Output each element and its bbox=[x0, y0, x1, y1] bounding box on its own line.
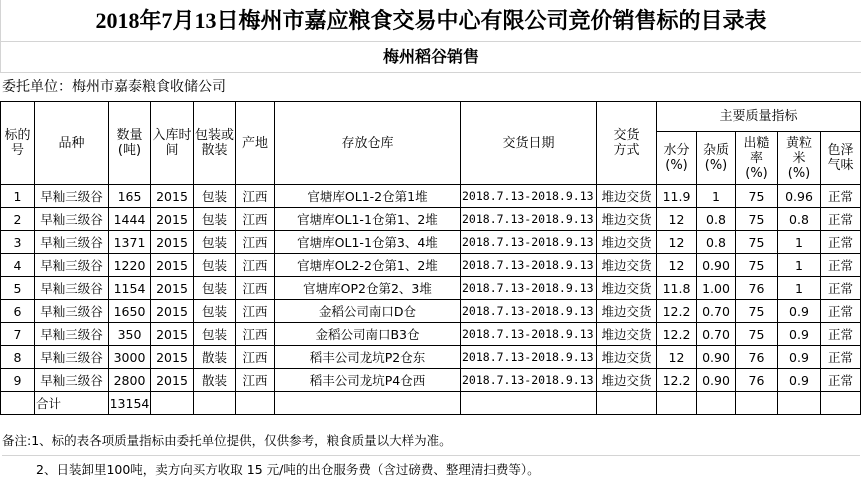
cell-delivery-method: 堆边交货 bbox=[597, 300, 657, 323]
cell-impurity: 0.90 bbox=[697, 254, 736, 277]
cell-delivery-date: 2018.7.13-2018.9.13 bbox=[461, 300, 597, 323]
cell-storage-year: 2015 bbox=[151, 346, 194, 369]
header-origin: 产地 bbox=[236, 102, 275, 185]
note-2: 2、日装卸里100吨，卖方向买方收取 15 元/吨的出仓服务费（含过磅费、整理清扫费等）。 bbox=[36, 462, 540, 477]
empty-cell bbox=[151, 392, 194, 415]
table-row bbox=[1, 254, 861, 277]
cell-delivery-method: 堆边交货 bbox=[597, 254, 657, 277]
header-delivery-date: 交货日期 bbox=[461, 102, 597, 185]
cell-moisture: 12.2 bbox=[657, 300, 697, 323]
cell-delivery-method: 堆边交货 bbox=[597, 323, 657, 346]
table-row bbox=[1, 208, 861, 231]
cell-warehouse: 稻丰公司龙坑P4仓西 bbox=[275, 369, 461, 392]
consignor-label: 委托单位：梅州市嘉泰粮食收储公司 bbox=[2, 79, 226, 95]
table-row bbox=[1, 346, 861, 369]
header-warehouse: 存放仓库 bbox=[275, 102, 461, 185]
table-row bbox=[1, 277, 861, 300]
cell-lot-no: 1 bbox=[1, 185, 35, 208]
cell-delivery-method: 堆边交货 bbox=[597, 277, 657, 300]
cell-warehouse: 官塘库OL1-2仓第1堆 bbox=[275, 185, 461, 208]
cell-packing: 包装 bbox=[194, 231, 236, 254]
cell-packing: 包装 bbox=[194, 277, 236, 300]
lot-table bbox=[0, 101, 861, 415]
cell-variety: 早籼三级谷 bbox=[35, 231, 109, 254]
cell-delivery-method: 堆边交货 bbox=[597, 369, 657, 392]
cell-variety: 早籼三级谷 bbox=[35, 369, 109, 392]
cell-yellow-rice: 0.9 bbox=[778, 300, 821, 323]
cell-color-odor: 正常 bbox=[821, 277, 861, 300]
cell-yellow-rice: 1 bbox=[778, 254, 821, 277]
cell-brown-rice-yield: 75 bbox=[736, 208, 778, 231]
cell-lot-no: 4 bbox=[1, 254, 35, 277]
cell-lot-no: 9 bbox=[1, 369, 35, 392]
cell-warehouse: 金稻公司南口D仓 bbox=[275, 300, 461, 323]
cell-delivery-date: 2018.7.13-2018.9.13 bbox=[461, 185, 597, 208]
cell-storage-year: 2015 bbox=[151, 300, 194, 323]
cell-quantity: 1154 bbox=[109, 277, 151, 300]
header-packing: 包装或散装 bbox=[194, 102, 236, 185]
cell-packing: 包装 bbox=[194, 300, 236, 323]
cell-warehouse: 官塘库OP2仓第2、3堆 bbox=[275, 277, 461, 300]
cell-storage-year: 2015 bbox=[151, 369, 194, 392]
empty-cell bbox=[597, 392, 657, 415]
cell-color-odor: 正常 bbox=[821, 231, 861, 254]
cell-packing: 包装 bbox=[194, 208, 236, 231]
cell-lot-no: 5 bbox=[1, 277, 35, 300]
cell-impurity: 0.90 bbox=[697, 346, 736, 369]
cell-brown-rice-yield: 76 bbox=[736, 277, 778, 300]
cell-delivery-date: 2018.7.13-2018.9.13 bbox=[461, 323, 597, 346]
cell-yellow-rice: 1 bbox=[778, 231, 821, 254]
cell-quantity: 165 bbox=[109, 185, 151, 208]
cell-storage-year: 2015 bbox=[151, 208, 194, 231]
empty-cell bbox=[461, 392, 597, 415]
cell-moisture: 12.2 bbox=[657, 369, 697, 392]
cell-warehouse: 稻丰公司龙坑P2仓东 bbox=[275, 346, 461, 369]
empty-cell bbox=[236, 392, 275, 415]
cell-variety: 早籼三级谷 bbox=[35, 346, 109, 369]
total-quantity: 13154 bbox=[109, 392, 151, 415]
cell-brown-rice-yield: 75 bbox=[736, 300, 778, 323]
cell-storage-year: 2015 bbox=[151, 277, 194, 300]
cell-storage-year: 2015 bbox=[151, 323, 194, 346]
cell-variety: 早籼三级谷 bbox=[35, 208, 109, 231]
header-yellow-rice: 黄粒米(%) bbox=[778, 132, 821, 185]
cell-packing: 散装 bbox=[194, 346, 236, 369]
cell-lot-no: 6 bbox=[1, 300, 35, 323]
header-moisture: 水分(%) bbox=[657, 132, 697, 185]
header-storage-year: 入库时间 bbox=[151, 102, 194, 185]
cell-delivery-date: 2018.7.13-2018.9.13 bbox=[461, 254, 597, 277]
header-quality-group: 主要质量指标 bbox=[657, 102, 861, 132]
cell-moisture: 11.9 bbox=[657, 185, 697, 208]
cell-moisture: 12 bbox=[657, 208, 697, 231]
cell-brown-rice-yield: 75 bbox=[736, 323, 778, 346]
cell-origin: 江西 bbox=[236, 300, 275, 323]
total-row bbox=[1, 392, 861, 415]
cell-variety: 早籼三级谷 bbox=[35, 277, 109, 300]
cell-quantity: 3000 bbox=[109, 346, 151, 369]
cell-quantity: 350 bbox=[109, 323, 151, 346]
cell-storage-year: 2015 bbox=[151, 185, 194, 208]
cell-delivery-date: 2018.7.13-2018.9.13 bbox=[461, 346, 597, 369]
cell-variety: 早籼三级谷 bbox=[35, 323, 109, 346]
cell-packing: 散装 bbox=[194, 369, 236, 392]
cell-yellow-rice: 0.9 bbox=[778, 323, 821, 346]
cell-moisture: 11.8 bbox=[657, 277, 697, 300]
cell-variety: 早籼三级谷 bbox=[35, 185, 109, 208]
total-label: 合计 bbox=[35, 392, 109, 415]
cell-warehouse: 金稻公司南口B3仓 bbox=[275, 323, 461, 346]
cell-yellow-rice: 0.8 bbox=[778, 208, 821, 231]
cell-origin: 江西 bbox=[236, 369, 275, 392]
cell-delivery-date: 2018.7.13-2018.9.13 bbox=[461, 231, 597, 254]
cell-storage-year: 2015 bbox=[151, 254, 194, 277]
cell-delivery-method: 堆边交货 bbox=[597, 185, 657, 208]
empty-cell bbox=[697, 392, 736, 415]
cell-packing: 包装 bbox=[194, 185, 236, 208]
cell-origin: 江西 bbox=[236, 323, 275, 346]
empty-cell bbox=[821, 392, 861, 415]
note-1: 备注:1、标的表各项质量指标由委托单位提供，仅供参考，粮食质量以大样为准。 bbox=[2, 426, 860, 456]
cell-color-odor: 正常 bbox=[821, 254, 861, 277]
empty-cell bbox=[736, 392, 778, 415]
cell-variety: 早籼三级谷 bbox=[35, 300, 109, 323]
cell-origin: 江西 bbox=[236, 346, 275, 369]
cell-yellow-rice: 0.96 bbox=[778, 185, 821, 208]
cell-impurity: 0.70 bbox=[697, 323, 736, 346]
cell-quantity: 1371 bbox=[109, 231, 151, 254]
cell-quantity: 1220 bbox=[109, 254, 151, 277]
cell-warehouse: 官塘库OL1-1仓第3、4堆 bbox=[275, 231, 461, 254]
cell-color-odor: 正常 bbox=[821, 346, 861, 369]
header-impurity: 杂质(%) bbox=[697, 132, 736, 185]
cell-origin: 江西 bbox=[236, 277, 275, 300]
cell-color-odor: 正常 bbox=[821, 185, 861, 208]
header-color-odor: 色泽气味 bbox=[821, 132, 861, 185]
cell-impurity: 0.90 bbox=[697, 369, 736, 392]
cell-impurity: 0.8 bbox=[697, 231, 736, 254]
cell-impurity: 0.8 bbox=[697, 208, 736, 231]
cell-quantity: 2800 bbox=[109, 369, 151, 392]
cell-yellow-rice: 1 bbox=[778, 277, 821, 300]
cell-lot-no: 7 bbox=[1, 323, 35, 346]
cell-color-odor: 正常 bbox=[821, 300, 861, 323]
cell-moisture: 12 bbox=[657, 231, 697, 254]
empty-cell bbox=[275, 392, 461, 415]
cell-lot-no: 3 bbox=[1, 231, 35, 254]
cell-brown-rice-yield: 75 bbox=[736, 231, 778, 254]
header-brown-rice-yield: 出糙率(%) bbox=[736, 132, 778, 185]
cell-impurity: 1 bbox=[697, 185, 736, 208]
cell-impurity: 0.70 bbox=[697, 300, 736, 323]
cell-brown-rice-yield: 75 bbox=[736, 185, 778, 208]
cell-impurity: 1.00 bbox=[697, 277, 736, 300]
cell-quantity: 1650 bbox=[109, 300, 151, 323]
cell-storage-year: 2015 bbox=[151, 231, 194, 254]
table-row bbox=[1, 323, 861, 346]
cell-delivery-method: 堆边交货 bbox=[597, 346, 657, 369]
empty-cell bbox=[194, 392, 236, 415]
cell-delivery-date: 2018.7.13-2018.9.13 bbox=[461, 369, 597, 392]
cell-brown-rice-yield: 76 bbox=[736, 346, 778, 369]
table-row bbox=[1, 369, 861, 392]
cell-delivery-method: 堆边交货 bbox=[597, 231, 657, 254]
cell-brown-rice-yield: 75 bbox=[736, 254, 778, 277]
page-title: 2018年7月13日梅州市嘉应粮食交易中心有限公司竞价销售标的目录表 bbox=[0, 0, 861, 42]
cell-delivery-method: 堆边交货 bbox=[597, 208, 657, 231]
cell-brown-rice-yield: 76 bbox=[736, 369, 778, 392]
table-row bbox=[1, 185, 861, 208]
cell-moisture: 12.2 bbox=[657, 323, 697, 346]
cell-delivery-date: 2018.7.13-2018.9.13 bbox=[461, 208, 597, 231]
cell-warehouse: 官塘库OL1-1仓第1、2堆 bbox=[275, 208, 461, 231]
empty-cell bbox=[657, 392, 697, 415]
header-lot-no: 标的号 bbox=[1, 102, 35, 185]
cell-color-odor: 正常 bbox=[821, 208, 861, 231]
header-quantity: 数量(吨) bbox=[109, 102, 151, 185]
header-variety: 品种 bbox=[35, 102, 109, 185]
page-subtitle: 梅州稻谷销售 bbox=[0, 42, 861, 73]
cell-lot-no: 2 bbox=[1, 208, 35, 231]
cell-variety: 早籼三级谷 bbox=[35, 254, 109, 277]
cell-origin: 江西 bbox=[236, 231, 275, 254]
cell-delivery-date: 2018.7.13-2018.9.13 bbox=[461, 277, 597, 300]
cell-origin: 江西 bbox=[236, 254, 275, 277]
empty-cell bbox=[778, 392, 821, 415]
cell-origin: 江西 bbox=[236, 185, 275, 208]
header-delivery-method: 交货方式 bbox=[597, 102, 657, 185]
cell-origin: 江西 bbox=[236, 208, 275, 231]
cell-yellow-rice: 0.9 bbox=[778, 346, 821, 369]
cell-packing: 包装 bbox=[194, 254, 236, 277]
cell-warehouse: 官塘库OL2-2仓第1、2堆 bbox=[275, 254, 461, 277]
cell-moisture: 12 bbox=[657, 254, 697, 277]
cell-packing: 包装 bbox=[194, 323, 236, 346]
cell-yellow-rice: 0.9 bbox=[778, 369, 821, 392]
table-row bbox=[1, 300, 861, 323]
cell-lot-no: 8 bbox=[1, 346, 35, 369]
cell-color-odor: 正常 bbox=[821, 369, 861, 392]
table-row bbox=[1, 231, 861, 254]
cell-color-odor: 正常 bbox=[821, 323, 861, 346]
empty-cell bbox=[1, 392, 35, 415]
cell-moisture: 12 bbox=[657, 346, 697, 369]
cell-quantity: 1444 bbox=[109, 208, 151, 231]
